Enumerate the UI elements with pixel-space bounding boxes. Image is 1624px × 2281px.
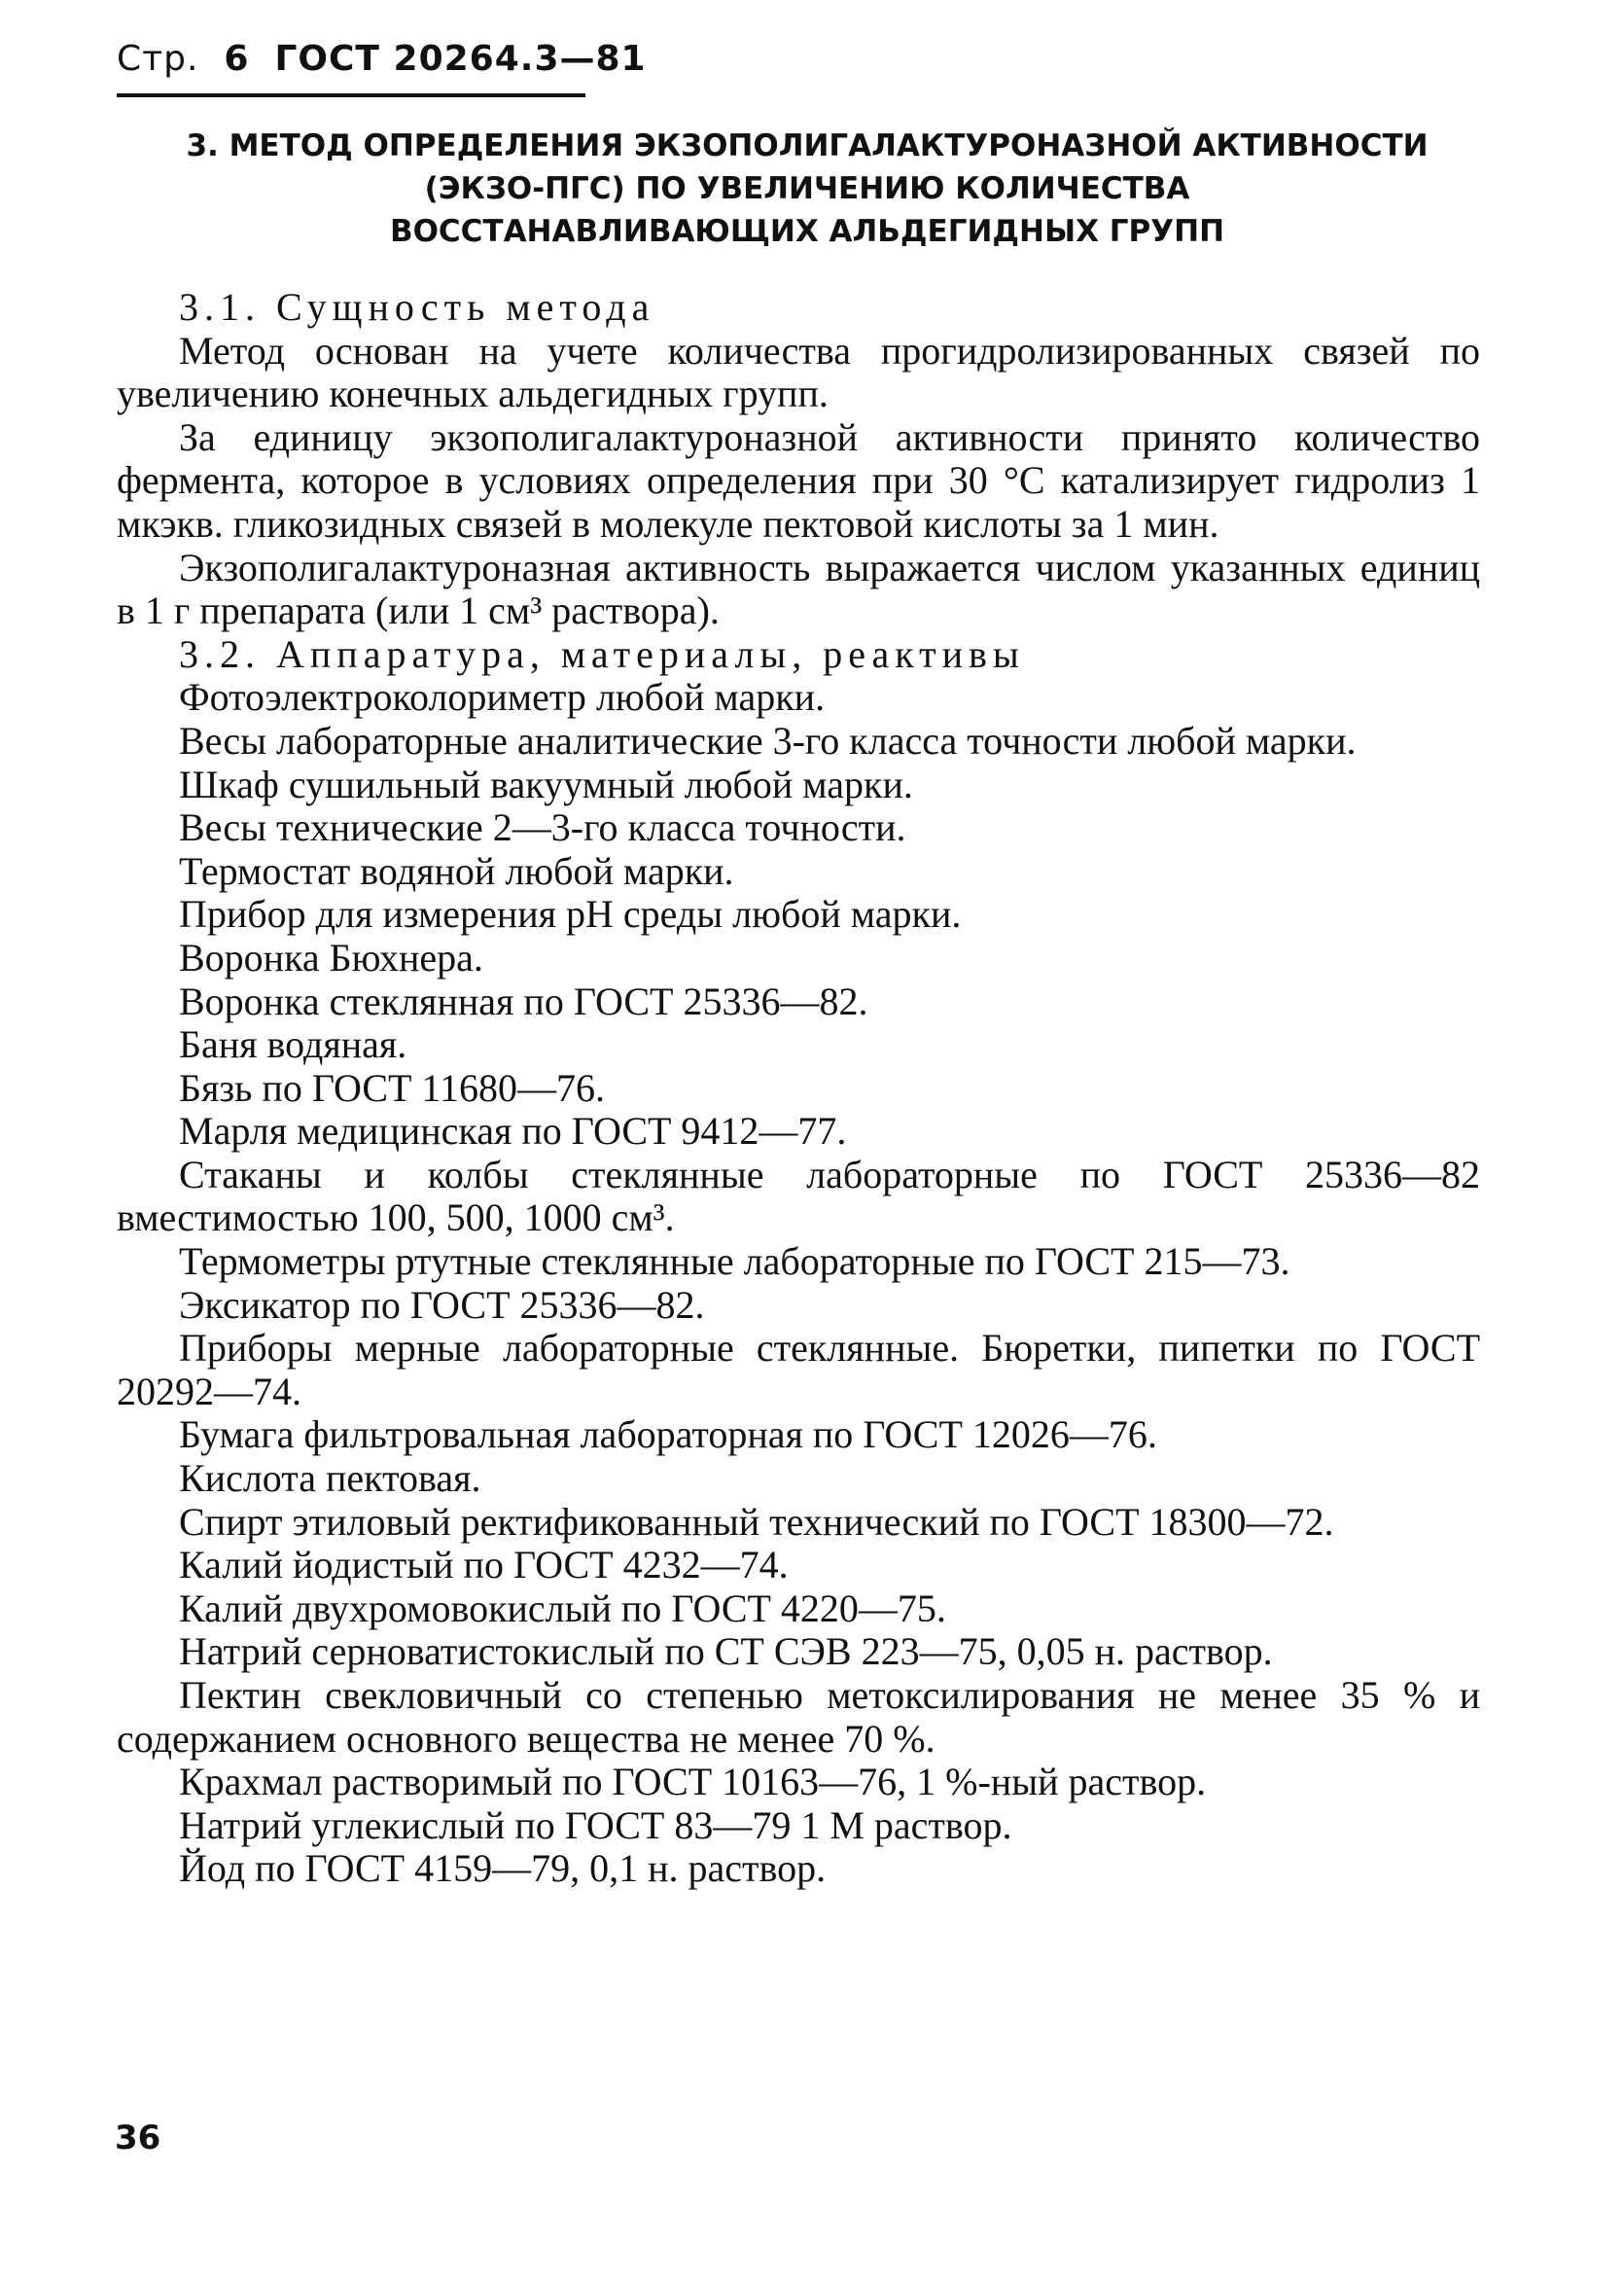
body-text [117,286,1480,1891]
list-item: Бумага фильтровальная лабораторная по ГОСТ 12026—76. [179,1412,1157,1457]
running-header [117,39,672,79]
list-item: Воронка стеклянная по ГОСТ 25336—82. [179,979,868,1023]
list-item: Марля медицинская по ГОСТ 9412—77. [179,1109,847,1154]
paragraph: Метод основан на учете количества прогидролизированных связей по увеличению конечных альдегидных групп. [117,328,1480,416]
list-item: Пектин свекловичный со степенью метоксилирования не менее 35 % и содержанием основного вещества не менее 70 %. [117,1673,1480,1761]
paragraph: Экзополигалактуроназная активность выражается числом указанных единиц в 1 г препарата (или 1 см³ раствора). [117,545,1480,633]
header-rule [117,93,585,97]
list-item: Йод по ГОСТ 4159—79, 0,1 н. раствор. [179,1846,827,1891]
list-item: Натрий углекислый по ГОСТ 83—79 1 М раствор. [179,1802,1012,1847]
list-item: Фотоэлектроколориметр любой марки. [179,675,826,720]
section-title [117,125,1498,253]
standard-number: ГОСТ 20264.3—81 [274,39,647,79]
page-number: 36 [115,2119,161,2157]
list-item: Кислота пектовая. [179,1456,481,1501]
list-item: Калий двухромовокислый по ГОСТ 4220—75. [179,1586,946,1630]
section-title-line: 3. МЕТОД ОПРЕДЕЛЕНИЯ ЭКЗОПОЛИГАЛАКТУРОНАЗНОЙ АКТИВНОСТИ [186,128,1429,163]
list-item: Шкаф сушильный вакуумный любой марки. [179,762,913,806]
list-item: Весы технические 2—3-го класса точности. [179,805,906,850]
list-item: Весы лабораторные аналитические 3-го класса точности любой марки. [179,718,1357,763]
list-item: Спирт этиловый ректификованный технический по ГОСТ 18300—72. [179,1499,1334,1544]
subsection-heading: 3.1. Сущность метода [179,285,655,329]
list-item: Прибор для измерения pH среды любой марки. [179,892,962,937]
header-page-number: 6 [224,39,250,79]
paragraph: За единицу экзополигалактуроназной активности принято количество фермента, которое в условиях определения при 30 °С катализирует гидролиз 1 мкэкв. гликозидных связей в молекуле пектовой кислоты за 1 мин. [117,414,1480,546]
list-item: Баня водяная. [179,1022,407,1067]
page-label: Стр. [117,39,199,79]
list-item: Приборы мерные лабораторные стеклянные. Бюретки, пипетки по ГОСТ 20292—74. [117,1326,1480,1413]
list-item: Термостат водяной любой марки. [179,848,734,893]
list-item: Стаканы и колбы стеклянные лабораторные по ГОСТ 25336—82 вместимостью 100, 500, 1000 см³. [117,1152,1480,1240]
list-item: Калий йодистый по ГОСТ 4232—74. [179,1543,789,1587]
list-item: Термометры ртутные стеклянные лабораторные по ГОСТ 215—73. [179,1239,1290,1284]
list-item: Воронка Бюхнера. [179,935,483,980]
section-title-line: (ЭКЗО-ПГС) ПО УВЕЛИЧЕНИЮ КОЛИЧЕСТВА [424,171,1190,206]
section-title-line: ВОССТАНАВЛИВАЮЩИХ АЛЬДЕГИДНЫХ ГРУПП [389,214,1225,249]
subsection-heading: 3.2. Аппаратура, материалы, реактивы [179,631,1025,676]
list-item: Натрий серноватистокислый по СТ СЭВ 223—75, 0,05 н. раствор. [179,1629,1273,1674]
list-item: Бязь по ГОСТ 11680—76. [179,1065,605,1110]
list-item: Крахмал растворимый по ГОСТ 10163—76, 1 %-ный раствор. [179,1760,1207,1804]
list-item: Эксикатор по ГОСТ 25336—82. [179,1282,705,1327]
